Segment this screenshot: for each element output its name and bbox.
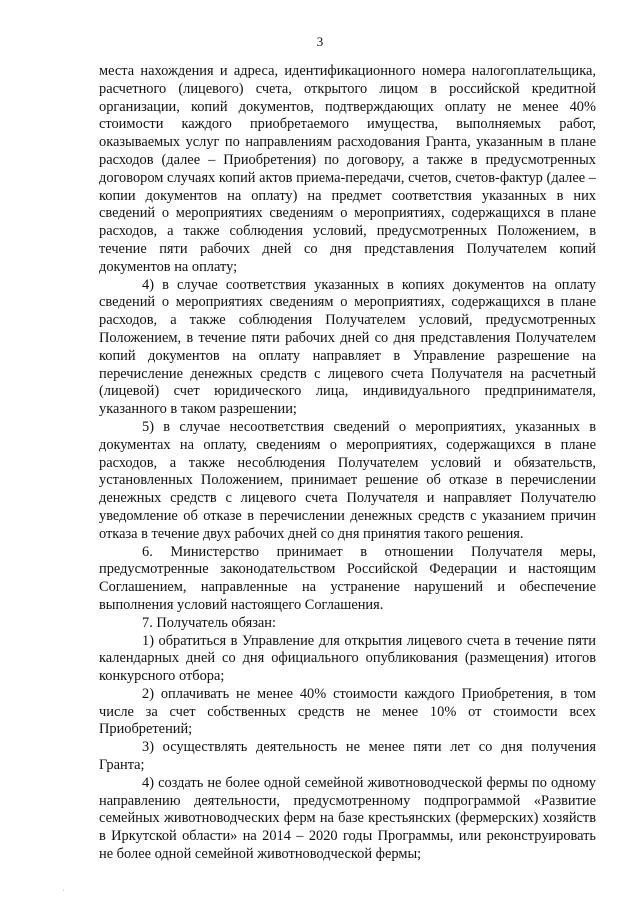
document-body [99, 63, 596, 864]
paragraph: 7. Получатель обязан: [142, 614, 276, 631]
paragraph: 1) обратиться в Управление для открытия лицевого счета в течение пяти календарных дней со дня официального опубликования (размещения) итогов конкурсного отбора; [99, 632, 596, 685]
paragraph: 3) осуществлять деятельность не менее пяти лет со дня получения Гранта; [99, 739, 596, 774]
paragraph: 2) оплачивать не менее 40% стоимости каждого Приобретения, в том числе за счет собственных средств не менее 10% от стоимости всех Приобретений; [99, 685, 596, 738]
paragraph: 4) создать не более одной семейной животноводческой фермы по одному направлению деятельности, предусмотренному подпрограммой «Развитие семейных животноводческих ферм на базе крестьянских (фермерских) хозяйств в Иркутской области» на 2014 – 2020 годы Программы, или реконструировать не более одной семейной животноводческой фермы; [99, 774, 596, 863]
paragraph: 5) в случае несоответствия сведений о мероприятиях, указанных в документах на оплату, сведениям о мероприятиях, содержащихся в плане расходов, а также несоблюдения Получателем условий и обязательств, установленных Положением, принимает решение об отказе в перечислении денежных средств с лицевого счета Получателя и направляет Получателю уведомление об отказе в перечислении денежных средств с указанием причин отказа в течение двух рабочих дней со дня принятия такого решения. [99, 418, 596, 542]
scan-corner-mark: · [62, 886, 65, 895]
paragraph: 6. Министерство принимает в отношении Получателя меры, предусмотренные законодательством Российской Федерации и настоящим Соглашением, направленные на устранение нарушений и обеспечение выполнения условий настоящего Соглашения. [99, 543, 596, 613]
paragraph: 4) в случае соответствия указанных в копиях документов на оплату сведений о мероприятиях сведениям о мероприятиях, содержащихся в плане расходов, а также соблюдения Получателем условий, предусмотренных Положением, в течение пяти рабочих дней со дня представления Получателем копий документов на оплату направляет в Управление разрешение на перечисление денежных средств с лицевого счета Получателя на расчетный (лицевой) счет юридического лица, индивидуального предпринимателя, указанного в таком разрешении; [99, 276, 596, 418]
page-number: 3 [316, 34, 324, 49]
paragraph: места нахождения и адреса, идентификационного номера налогоплательщика, расчетного (лицевого) счета, открытого лицом в российской кредитной организации, копий документов, подтверждающих оплату не менее 40% стоимости каждого приобретаемого имущества, выполняемых работ, оказываемых услуг по направлениям расходования Гранта, указанным в плане расходов (далее – Приобретения) по договору, а также в предусмотренных договором случаях копий актов приема-передачи, счетов, счетов-фактур (далее – копии документов на оплату) на предмет соответствия указанных в них сведений о мероприятиях сведениям о мероприятиях, содержащихся в плане расходов, а также соблюдения условий, предусмотренных Положением, в течение пяти рабочих дней со дня представления Получателем копий документов на оплату; [99, 63, 596, 275]
